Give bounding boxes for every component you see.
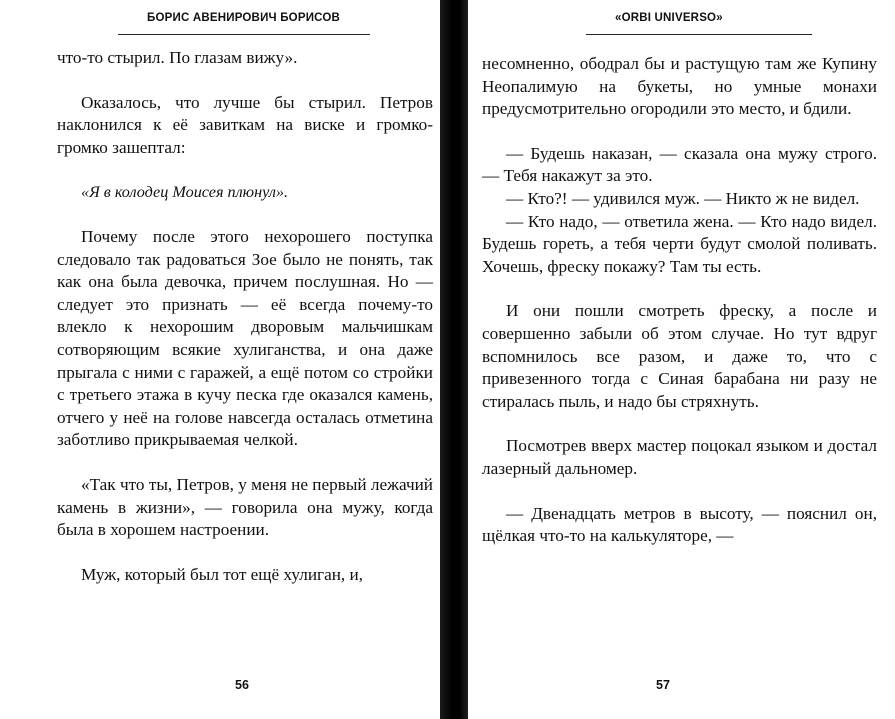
right-page [468, 0, 895, 719]
paragraph: несомненно, ободрал бы и растущую там же Купину Неопалимую на букеты, но умные монахи предусмотрительно огородили это место, и бдили. [482, 54, 877, 119]
dialogue-line: — Будешь наказан, — сказала она мужу строго. — Тебя накажут за это. [482, 143, 877, 186]
page-number-left: 56 [235, 678, 249, 692]
book-gutter [440, 0, 468, 719]
paragraph: Оказалось, что лучше бы стырил. Петров наклонился к её завиткам на виске и громко-громко зашептал: [57, 92, 433, 157]
right-page-text [482, 53, 877, 548]
dialogue-line: — Кто надо, — ответила жена. — Кто надо видел. Будешь гореть, а тебя черти будут смолой поливать. Хочешь, фреску покажу? Там ты есть. [482, 211, 877, 276]
paragraph: что-то стырил. По глазам вижу». [57, 48, 298, 67]
paragraph: Муж, который был тот ещё хулиган, и, [81, 564, 363, 584]
page-number-right: 57 [656, 678, 670, 692]
quote-paragraph: «Я в колодец Моисея плюнул». [81, 183, 289, 202]
header-rule-left [118, 34, 370, 35]
paragraph: Посмотрев вверх мастер поцокал языком и достал лазерный дальномер. [482, 436, 877, 478]
paragraph: Почему после этого нехорошего поступка следовало так радоваться Зое было не понять, так как она была девочка, причем послушная. Но — следует это признать — её всегда почему-то влекло к нехорошим дворовым мальчишкам сотворяющим всякие хулиганства, и она даже прыгала с ними с гаражей, а ещё потом со стройки с третьего этажа в кучу песка где оказался камень, отчего у неё на голове навсегда осталась отметина заботливо прикрываемая челкой. [57, 226, 433, 450]
running-head-right: «ORBI UNIVERSO» [615, 12, 723, 24]
header-rule-right [586, 34, 812, 35]
left-page-text [57, 47, 433, 586]
paragraph: И они пошли смотреть фреску, а после и совершенно забыли об этом случае. Но тут вдруг вспомнилось все разом, и даже то, что с привезенного тогда с Синая барабана ни разу не стиралась пыль, и надо бы стряхнуть. [482, 301, 877, 411]
dialogue-line: — Кто?! — удивился муж. — Никто ж не видел. [506, 188, 860, 208]
paragraph: «Так что ты, Петров, у меня не первый лежачий камень в жизни», — говорила она мужу, когда была в хорошем настроении. [57, 474, 433, 540]
left-page [0, 0, 440, 719]
dialogue-line: — Двенадцать метров в высоту, — пояснил он, щёлкая что-то на калькуляторе, — [482, 503, 877, 546]
running-head-left: БОРИС АВЕНИРОВИЧ БОРИСОВ [147, 12, 341, 24]
